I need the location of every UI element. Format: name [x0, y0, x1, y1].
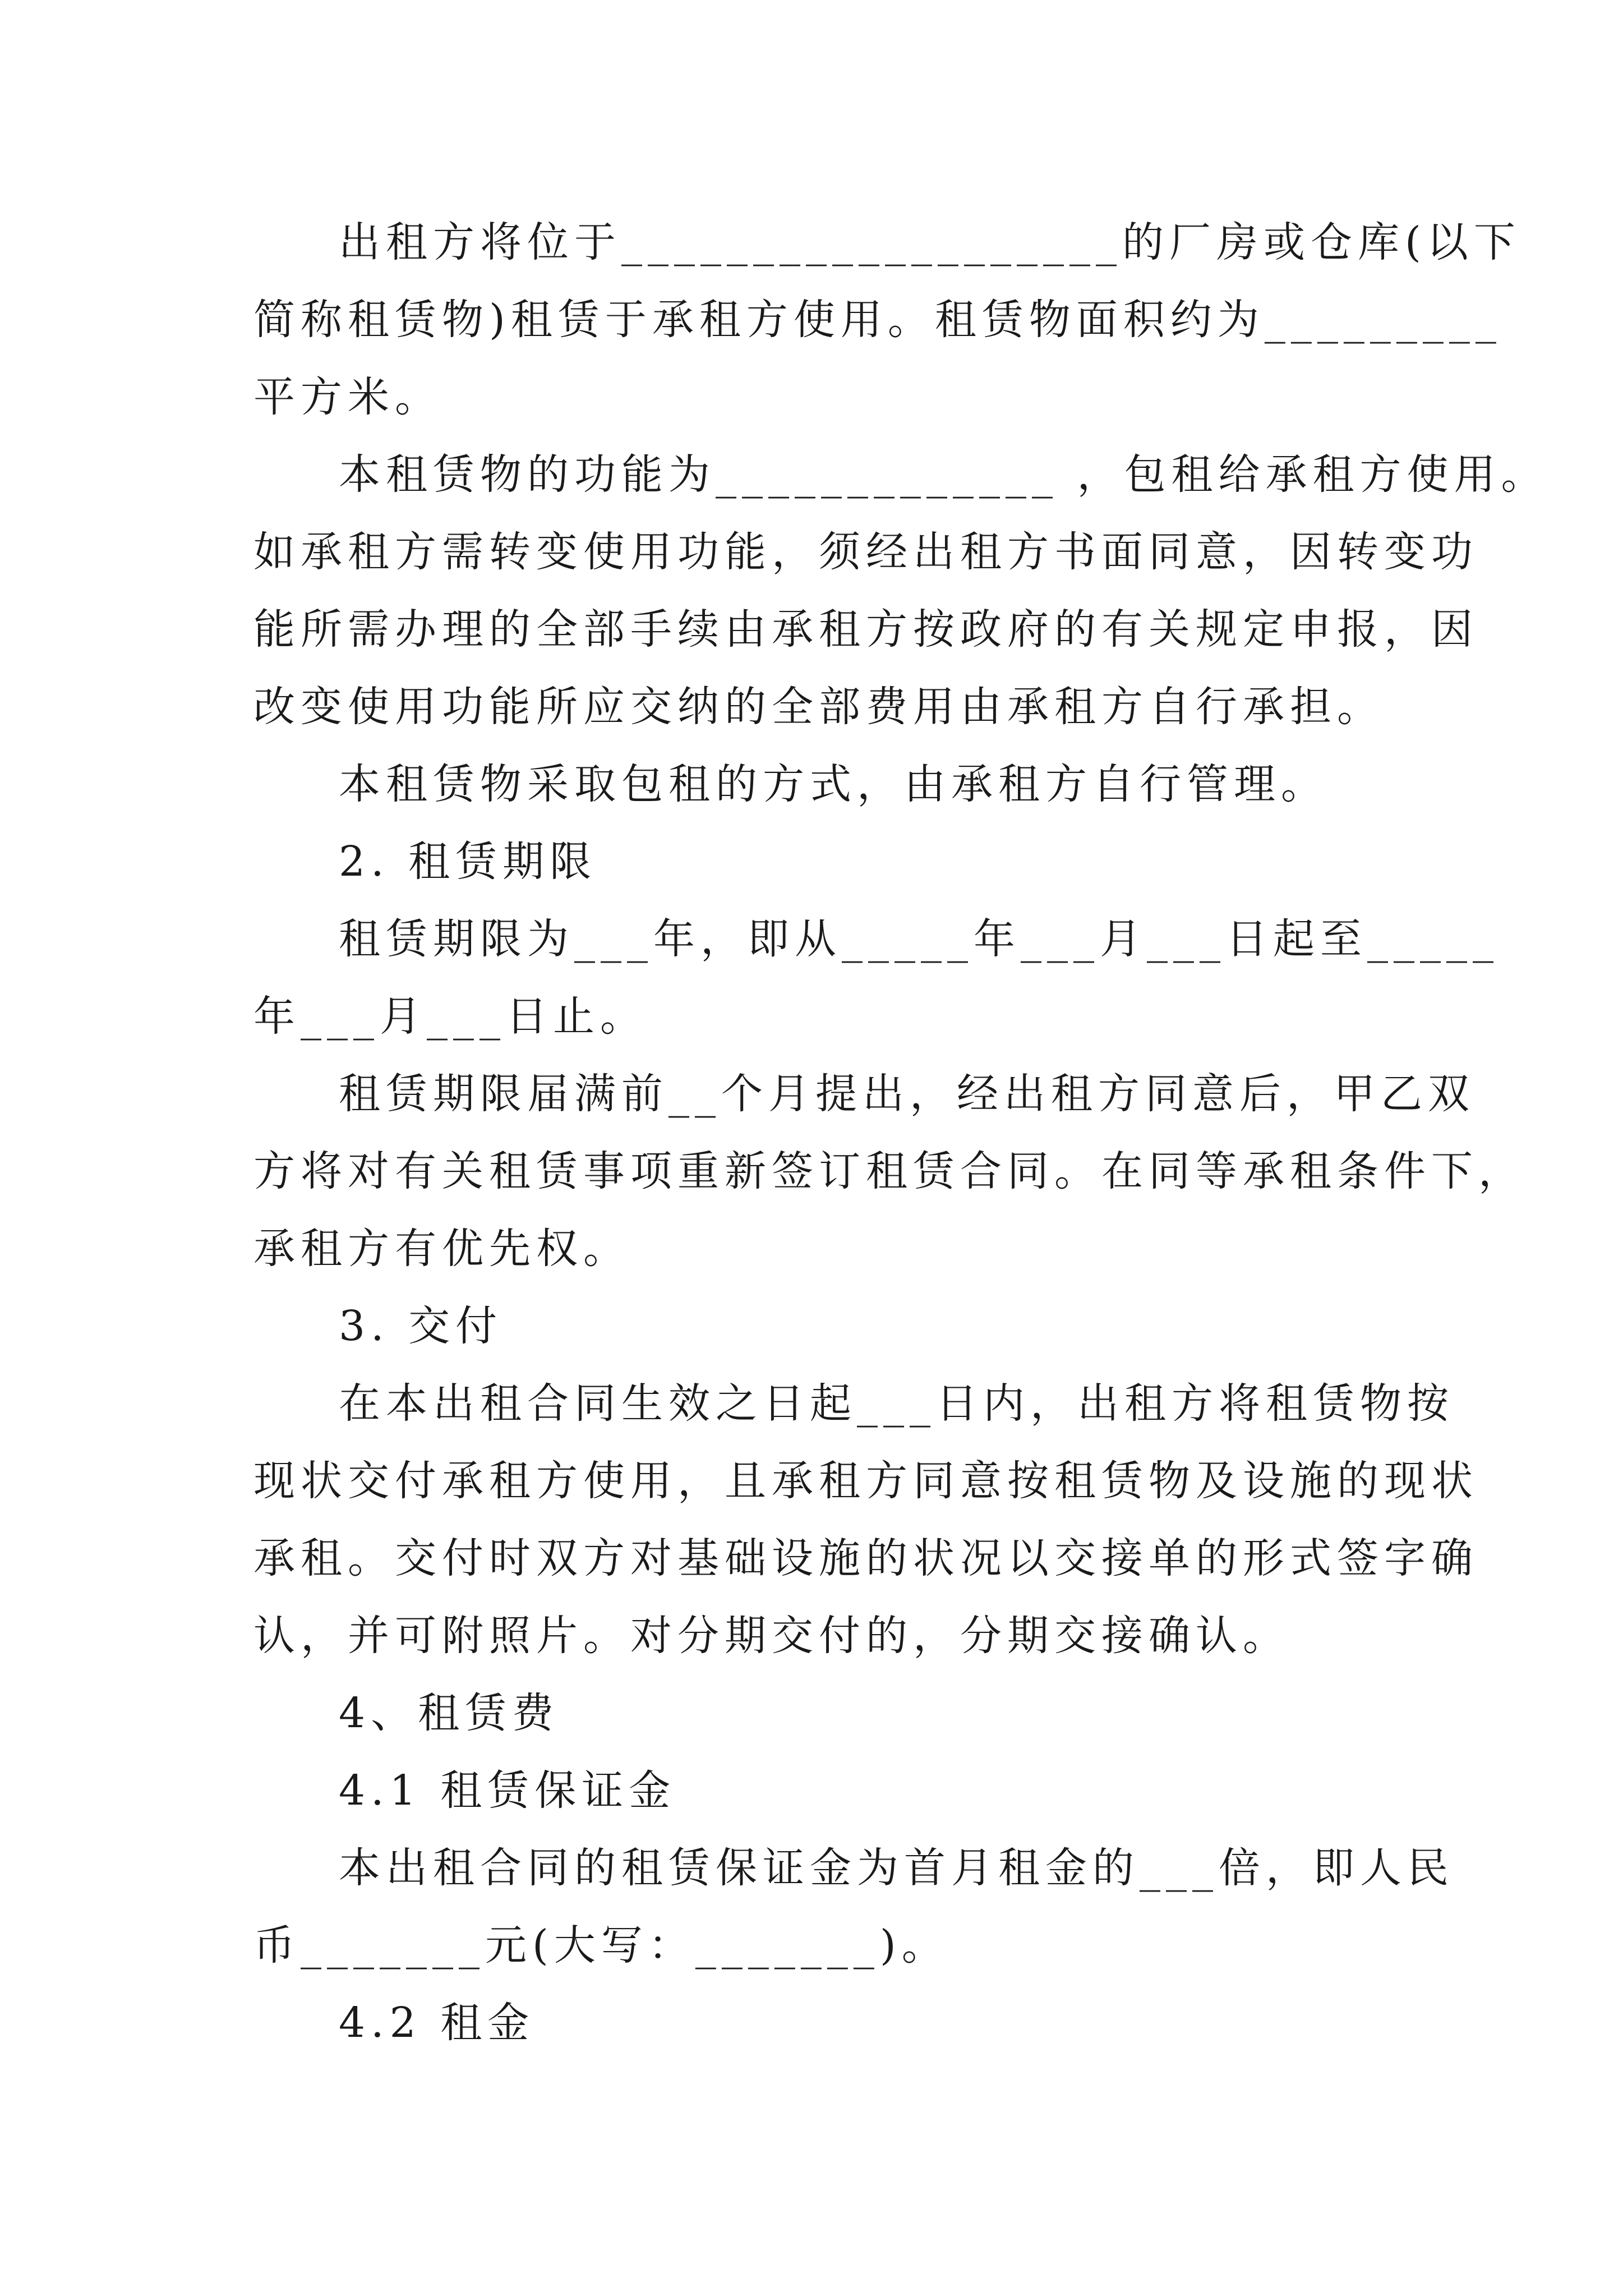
clause-function-change: 如承租方需转变使用功能，须经出租方书面同意，因转变功 [253, 528, 1478, 576]
clause-delivery-confirm: 认，并可附照片。对分期交付的，分期交接确认。 [253, 1612, 1290, 1660]
clause-term-end: 年___月___日止。 [253, 992, 647, 1041]
clause-lease-mode: 本租赁物采取包租的方式，由承租方自行管理。 [339, 760, 1328, 808]
clause-delivery-timing: 在本出租合同生效之日起___日内，出租方将租赁物按 [339, 1379, 1454, 1428]
clause-function: 本租赁物的功能为_____________ ，包租给承租方使用。 [339, 450, 1548, 499]
clause-premises-area: 简称租赁物)租赁于承租方使用。租赁物面积约为_________ [253, 296, 1502, 344]
clause-renewal-contract: 方将对有关租赁事项重新签订租赁合同。在同等承租条件下， [253, 1147, 1525, 1195]
clause-function-procedures: 能所需办理的全部手续由承租方按政府的有关规定申报，因 [253, 605, 1478, 654]
clause-function-costs: 改变使用功能所应交纳的全部费用由承租方自行承担。 [253, 683, 1384, 731]
section-heading-rent: 4、租赁费 [339, 1689, 560, 1737]
section-heading-term: 2. 租赁期限 [339, 838, 597, 886]
clause-delivery-condition: 现状交付承租方使用，且承租方同意按租赁物及设施的现状 [253, 1457, 1478, 1505]
clause-premises-unit: 平方米。 [253, 373, 442, 421]
clause-term-dates: 租赁期限为___年，即从_____年___月___日起至_____ [339, 915, 1499, 963]
subsection-heading-rent: 4.2 租金 [339, 1999, 535, 2047]
clause-renewal-priority: 承租方有优先权。 [253, 1225, 630, 1273]
clause-deposit-amount: 本出租合同的租赁保证金为首月租金的___倍，即人民 [339, 1844, 1454, 1892]
section-heading-delivery: 3. 交付 [339, 1302, 503, 1350]
clause-delivery-handover: 承租。交付时双方对基础设施的状况以交接单的形式签字确 [253, 1534, 1478, 1582]
clause-premises-location: 出租方将位于___________________的厂房或仓库(以下 [339, 218, 1521, 266]
clause-renewal: 租赁期限届满前__个月提出，经出租方同意后，甲乙双 [339, 1070, 1475, 1118]
subsection-heading-deposit: 4.1 租赁保证金 [339, 1766, 676, 1815]
clause-deposit-value: 币_______元(大写：_______)。 [253, 1921, 949, 1970]
